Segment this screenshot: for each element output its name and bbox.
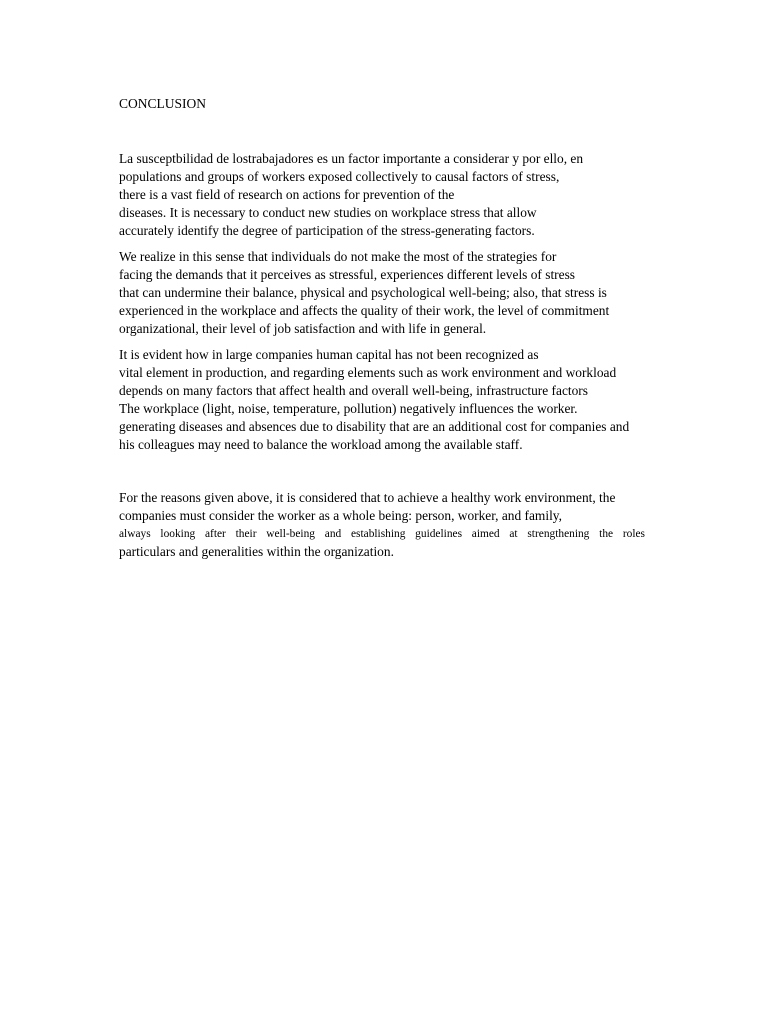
paragraph-1 [119,150,649,240]
paragraph-line: there is a vast field of research on actions for prevention of the [119,187,455,202]
paragraph-line: accurately identify the degree of participation of the stress-generating factors. [119,223,535,238]
paragraph-line: It is evident how in large companies human capital has not been recognized as [119,347,539,362]
paragraph-line: The workplace (light, noise, temperature, pollution) negatively influences the worker. [119,401,578,416]
paragraph-line: organizational, their level of job satisfaction and with life in general. [119,321,487,336]
paragraph-line: particulars and generalities within the organization. [119,544,394,559]
paragraph-line: La susceptbilidad de lostrabajadores es un factor importante a considerar y por ello, en [119,151,584,166]
paragraph-line: companies must consider the worker as a whole being: person, worker, and family, [119,508,562,523]
paragraph-line: populations and groups of workers exposed collectively to causal factors of stress, [119,169,560,184]
paragraph-line: always looking after their well-being and establishing guidelines aimed at strengthening the roles [119,528,645,540]
paragraph-line: experienced in the workplace and affects the quality of their work, the level of commitment [119,303,610,318]
paragraph-line: facing the demands that it perceives as stressful, experiences different levels of stress [119,267,575,282]
paragraph-4 [119,489,649,561]
paragraph-line: depends on many factors that affect health and overall well-being, infrastructure factors [119,383,588,398]
paragraph-line: generating diseases and absences due to disability that are an additional cost for companies and [119,419,630,434]
paragraph-line: We realize in this sense that individuals do not make the most of the strategies for [119,249,557,264]
paragraph-line: vital element in production, and regarding elements such as work environment and workload [119,365,617,380]
paragraph-line: that can undermine their balance, physical and psychological well-being; also, that stress is [119,285,607,300]
paragraph-3 [119,346,649,454]
paragraph-line: For the reasons given above, it is considered that to achieve a healthy work environment, the [119,490,616,505]
paragraph-line: his colleagues may need to balance the workload among the available staff. [119,437,523,452]
section-heading: CONCLUSION [119,96,207,111]
paragraph-line: diseases. It is necessary to conduct new studies on workplace stress that allow [119,205,537,220]
paragraph-2 [119,248,649,338]
